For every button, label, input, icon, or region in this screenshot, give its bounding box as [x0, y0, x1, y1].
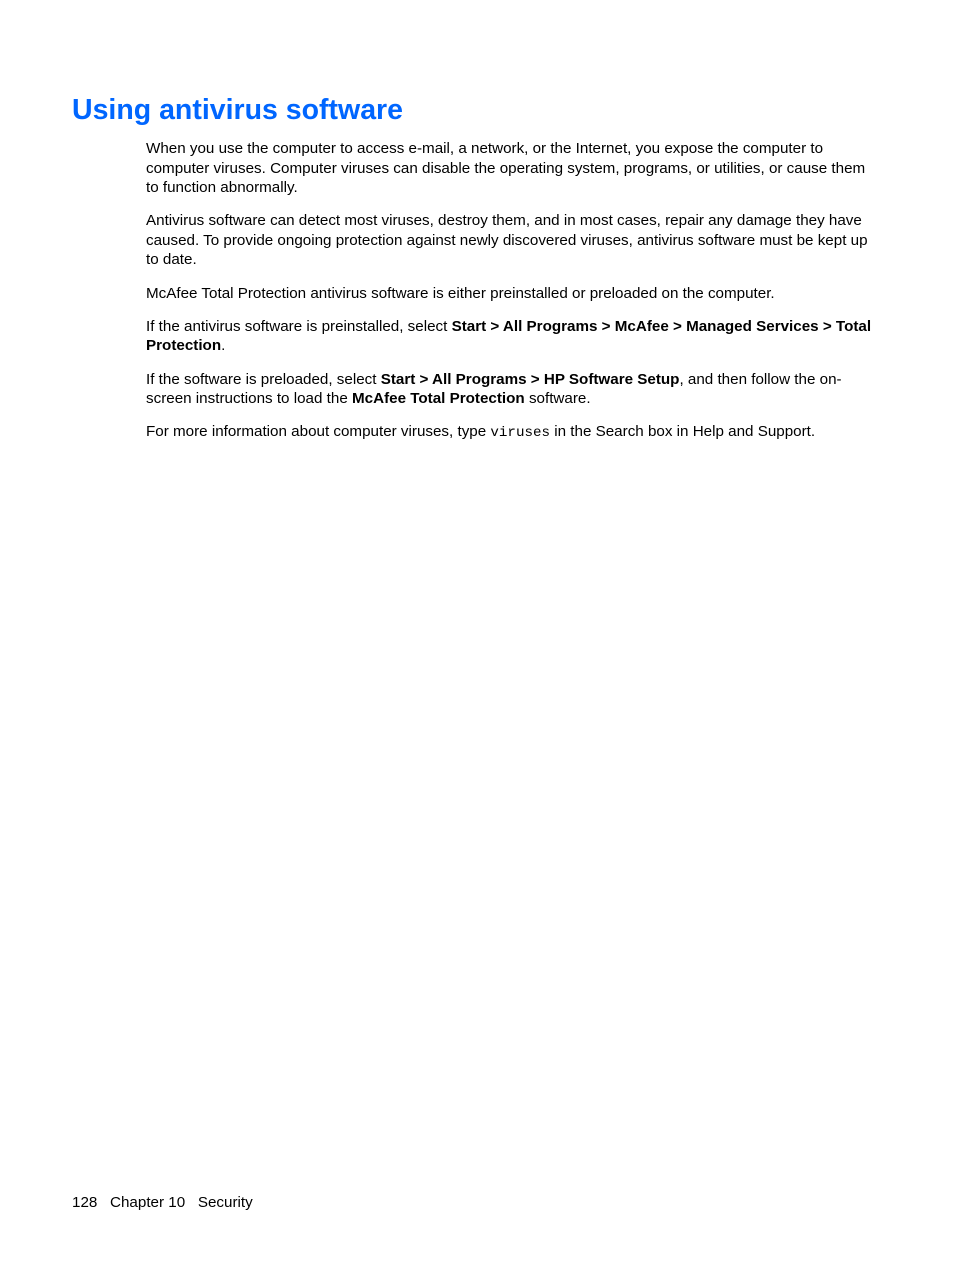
page-title: Using antivirus software — [72, 94, 403, 126]
more-info-end-text: in the Search box in Help and Support. — [550, 423, 816, 441]
preinstalled-end-text: . — [221, 337, 226, 355]
preloaded-mid-text: , and then follow the on-screen instructions to load the — [146, 370, 842, 408]
body-text — [146, 139, 876, 458]
preloaded-end-text: software. — [524, 390, 591, 408]
paragraph-preloaded — [146, 370, 876, 409]
section-label: Security — [197, 1194, 253, 1211]
preloaded-product-name: McAfee Total Protection — [352, 390, 525, 408]
paragraph-detection: Antivirus software can detect most viruses, destroy them, and in most cases, repair any damage they have caused. To provide ongoing protection against newly discovered viruses, antivirus software must be kept up to date. — [146, 212, 868, 269]
preloaded-lead-text: If the software is preloaded, select — [146, 370, 381, 388]
preloaded-menu-path: Start > All Programs > HP Software Setup — [380, 370, 680, 388]
preinstalled-menu-path: Start > All Programs > McAfee > Managed Services > Total Protection — [146, 317, 872, 355]
page-number: 128 — [72, 1194, 98, 1211]
paragraph-intro: When you use the computer to access e-mail, a network, or the Internet, you expose the computer to computer viruses. Computer viruses can disable the operating system, programs, or utilities, or cause them to function abnormally. — [146, 140, 866, 196]
paragraph-mcafee: McAfee Total Protection antivirus software is either preinstalled or preloaded on the computer. — [146, 284, 775, 302]
chapter-label: Chapter 10 — [110, 1194, 186, 1211]
search-term-code: viruses — [490, 425, 551, 442]
preinstalled-lead-text: If the antivirus software is preinstalled, select — [146, 317, 452, 335]
paragraph-preinstalled — [146, 317, 876, 356]
paragraph-more-info — [146, 422, 876, 444]
more-info-lead-text: For more information about computer viruses, type — [146, 423, 491, 441]
page-footer — [72, 1193, 253, 1212]
